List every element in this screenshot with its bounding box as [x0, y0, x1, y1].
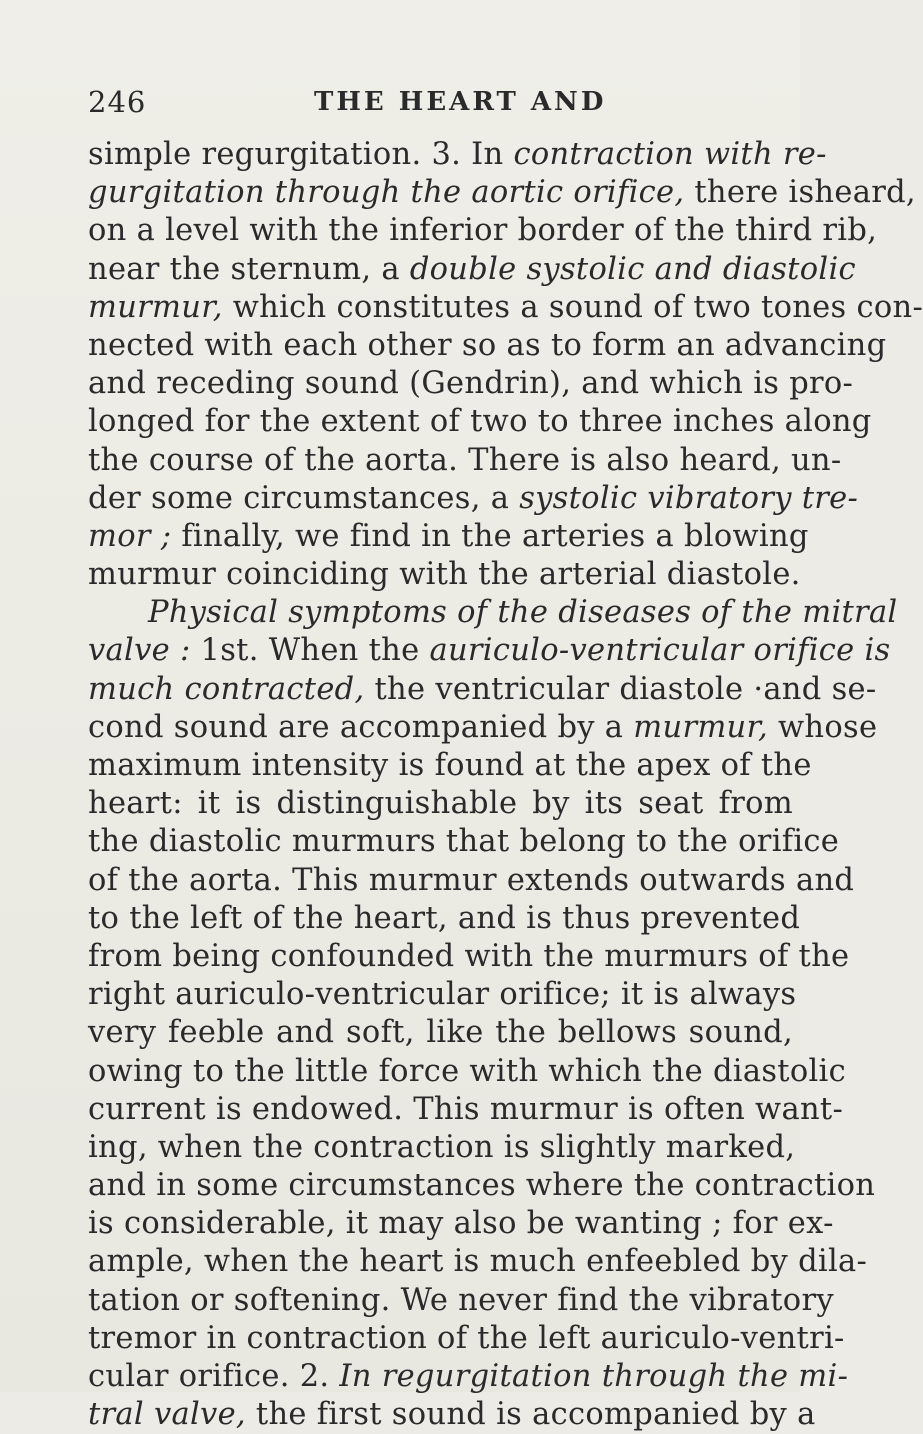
text-run: cond sound are accompanied by a [88, 709, 634, 745]
italic-text: tral valve, [88, 1397, 246, 1433]
italic-text: In regurgitation through the mi- [339, 1359, 849, 1394]
text-run: very feeble and soft, like the bellows sound, [88, 1015, 793, 1051]
text-run: ing, when the contraction is slightly marked, [88, 1129, 796, 1165]
text-line [88, 1053, 846, 1091]
italic-text: valve : [88, 633, 191, 669]
text-line [88, 365, 854, 403]
text-line [88, 518, 809, 556]
text-run: heart: it is distinguishable by its seat from [88, 786, 793, 822]
text-line [88, 327, 887, 365]
italic-text: mor ; [88, 518, 172, 554]
text-run: near the sternum, a [88, 251, 410, 287]
paragraph [88, 594, 898, 1434]
text-line [88, 1358, 849, 1396]
text-line [88, 823, 840, 861]
italic-text: murmur, [633, 709, 769, 745]
text-line [88, 251, 856, 289]
text-run: the first sound is accompanied by a [245, 1397, 816, 1433]
text-run: nected with each other so as to form an advancing [88, 327, 887, 363]
text-run: right auriculo-ventricular orifice; it is always [88, 977, 797, 1013]
text-line [88, 976, 797, 1014]
text-line [88, 1091, 844, 1129]
text-run: the diastolic murmurs that belong to the orifice [88, 824, 840, 860]
text-line [88, 1205, 834, 1243]
text-run: is considerable, it may also be wanting ; for ex- [88, 1206, 834, 1242]
text-run: on a level with the inferior border of the third rib, [88, 213, 878, 249]
text-line [88, 1282, 834, 1320]
text-line [88, 1167, 876, 1205]
text-run: and in some circumstances where the contraction [88, 1168, 876, 1204]
text-run: which constitutes a sound of two tones con- [222, 289, 923, 325]
text-run: murmur coinciding with the arterial diastole. [88, 557, 801, 593]
text-run: ample, when the heart is much enfeebled by dila- [88, 1244, 868, 1280]
text-run: there isheard, [684, 175, 916, 211]
italic-text: double systolic and diastolic [409, 251, 856, 287]
paragraph [88, 136, 923, 594]
text-run: of the aorta. This murmur extends outwards and [88, 862, 855, 898]
text-line [88, 136, 827, 174]
text-line [88, 1129, 796, 1167]
text-run: longed for the extent of two to three inches along [88, 404, 872, 440]
text-run: owing to the little force with which the diastolic [88, 1053, 846, 1089]
text-run: simple regurgitation. 3. In [88, 137, 514, 172]
page-header [88, 82, 788, 122]
text-line [88, 594, 898, 632]
text-line [88, 480, 859, 518]
text-line [88, 1320, 845, 1358]
running-head: THE HEART AND [314, 87, 607, 117]
text-line [88, 403, 872, 441]
text-line [88, 709, 878, 747]
text-run: cular orifice. 2. [88, 1359, 340, 1394]
text-run: finally, we find in the arteries a blowing [171, 518, 809, 554]
text-line [88, 289, 923, 327]
text-run: tremor in contraction of the left auriculo-ventri- [88, 1320, 845, 1356]
text-run: from being confounded with the murmurs of the [88, 938, 850, 974]
text-line [88, 747, 812, 785]
text-line [88, 1243, 868, 1281]
text-run: current is endowed. This murmur is often want- [88, 1091, 844, 1127]
text-line [88, 1396, 816, 1434]
italic-text: contraction with re- [513, 137, 827, 172]
text-run: tation or softening. We never find the vibratory [88, 1282, 834, 1318]
text-line [88, 938, 850, 976]
italic-text: auriculo-ventricular orifice is [429, 633, 891, 669]
italic-text: much contracted, [88, 671, 365, 707]
text-line [88, 862, 855, 900]
text-run: the ventricular diastole ·and se- [364, 671, 877, 707]
text-line [88, 632, 891, 670]
text-line [88, 442, 842, 480]
text-run: maximum intensity is found at the apex of the [88, 748, 812, 783]
italic-text: murmur, [88, 289, 223, 325]
text-run: to the left of the heart, and is thus prevented [88, 900, 801, 936]
text-line [88, 671, 877, 709]
body-text [88, 136, 923, 1434]
text-line [88, 785, 793, 823]
text-line [88, 212, 878, 250]
text-line [88, 1014, 793, 1052]
text-line [88, 556, 801, 594]
text-run: and receding sound (Gendrin), and which is pro- [88, 366, 854, 402]
text-line [88, 174, 916, 212]
text-run: 1st. When the [190, 633, 430, 669]
italic-text: gurgitation through the aortic orifice, [88, 175, 685, 211]
text-run: the course of the aorta. There is also heard, un- [88, 442, 842, 478]
text-line [88, 900, 801, 938]
text-run: whose [768, 709, 878, 745]
italic-text: Physical symptoms of the diseases of the mitral [148, 595, 898, 631]
text-run: der some circumstances, a [88, 480, 520, 516]
page-number: 246 [88, 85, 147, 119]
italic-text: systolic vibratory tre- [519, 480, 859, 516]
